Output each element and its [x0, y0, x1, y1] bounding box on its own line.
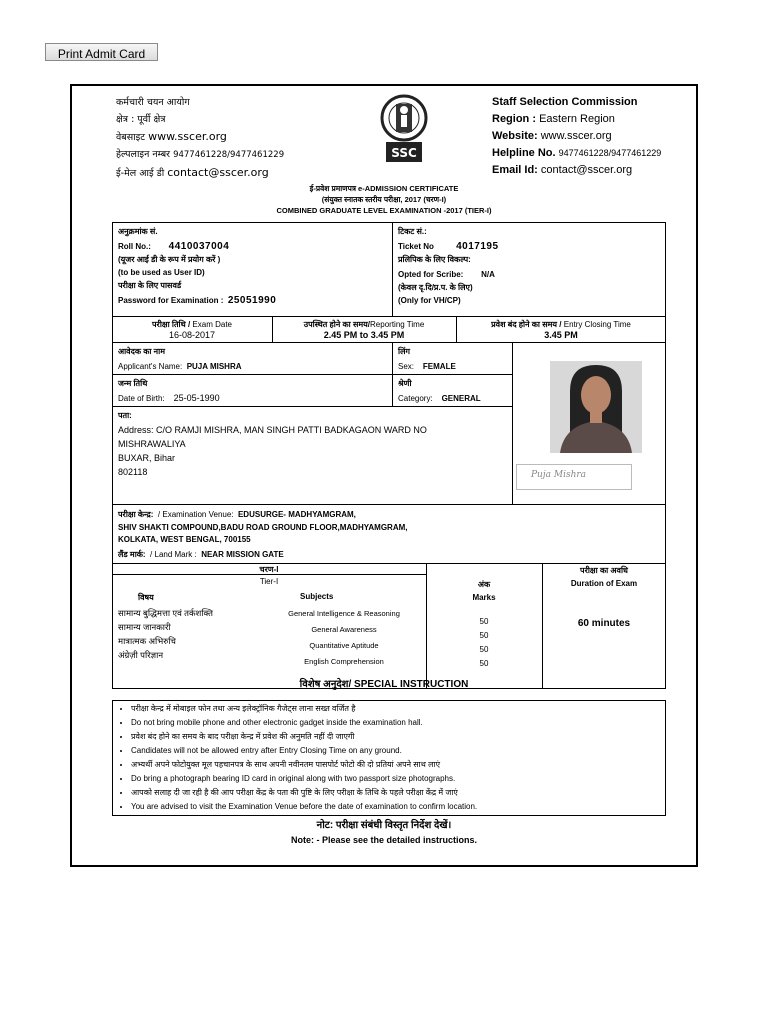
- instructions-box: [112, 700, 666, 816]
- subjects-list: [262, 606, 426, 670]
- region-hindi: क्षेत्र : पूर्वी क्षेत्र: [116, 114, 166, 125]
- logo-text: SSC: [391, 146, 417, 160]
- website-row-hindi: वेबसाइट www.sscer.org: [116, 130, 227, 143]
- subject-head-hindi: विषय: [138, 593, 154, 602]
- roll-row: Roll No.: 4410037004: [118, 241, 230, 252]
- instruction-item: • You are advised to visit the Examination Venue before the date of examination to confirm location.: [131, 800, 665, 814]
- venue-line-2: SHIV SHAKTI COMPOUND,BADU ROAD GROUND FLOOR,MADHYAMGRAM,: [118, 522, 408, 532]
- instruction-item: • परीक्षा केन्द्र में मोबाइल फोन तथा अन्य इलेक्ट्रॉनिक गैजेट्स लाना सख्त वर्जित है: [131, 702, 665, 716]
- duration-head: परीक्षा का अवधि Duration of Exam: [570, 566, 638, 588]
- note-hindi: नोट: परीक्षा संबंधी विस्तृत निर्देश देखें।: [316, 820, 452, 831]
- vh-note: (Only for VH/CP): [398, 296, 461, 305]
- subject-row: General Intelligence & Reasoning: [288, 609, 400, 618]
- exam-date-cell: परीक्षा तिथि / Exam Date 16-08-2017: [112, 319, 272, 341]
- landmark-value: NEAR MISSION GATE: [201, 549, 284, 559]
- dob-cell: जन्म तिथि Date of Birth: 25-05-1990: [118, 379, 220, 403]
- signature-box: [516, 464, 632, 490]
- roll-block: [118, 225, 276, 307]
- vh-note-hindi: (केवल दृ.दि/प्र.प. के लिए): [398, 283, 473, 292]
- subject-head: Subjects: [300, 592, 334, 601]
- roll-note: (to be used as User ID): [118, 268, 205, 277]
- applicant-name-cell: आवेदक का नाम Applicant's Name: PUJA MISHRA: [118, 347, 242, 371]
- subject-row: Quantitative Aptitude: [309, 641, 379, 650]
- password-row: Password for Examination : 25051990: [118, 295, 277, 306]
- instruction-item: • प्रवेश बंद होने का समय के बाद परीक्षा केन्द्र में प्रवेश की अनुमति नहीं दी जाएगी: [131, 730, 665, 744]
- password-label-hindi: परीक्षा के लिए पासवर्ड: [118, 281, 182, 290]
- roll-label-hindi: अनुक्रमांक सं.: [118, 227, 158, 236]
- note-block: [72, 818, 696, 848]
- dob-value: 25-05-1990: [173, 393, 220, 403]
- ticket-label-hindi: टिकट सं.:: [398, 227, 427, 236]
- sex-cell: लिंग Sex: FEMALE: [398, 347, 456, 371]
- email-row: Email Id: contact@sscer.org: [492, 164, 633, 176]
- address-line-4: 802118: [118, 467, 148, 477]
- venue-name: EDUSURGE- MADHYAMGRAM,: [237, 510, 356, 519]
- ssc-emblem-icon: [372, 94, 436, 166]
- ticket-row: Ticket No 4017195: [398, 241, 499, 252]
- subject-row: English Comprehension: [304, 657, 384, 666]
- category-value: GENERAL: [441, 394, 481, 403]
- scribe-label-hindi: प्रलिपिक के लिए विकल्प:: [398, 255, 471, 264]
- certificate-title-line-3: COMBINED GRADUATE LEVEL EXAMINATION -2017 (TIER-I): [276, 206, 492, 215]
- scribe-row: Opted for Scribe: N/A: [398, 270, 495, 279]
- certificate-title-line-2: (संयुक्त स्नातक स्तरीय परीक्षा, 2017 (चरण-I): [321, 195, 447, 204]
- roll-number: 4410037004: [168, 241, 230, 252]
- email-row-hindi: ई-मेल आई डी contact@sscer.org: [116, 166, 269, 179]
- category-cell: श्रेणी Category: GENERAL: [398, 379, 481, 403]
- instruction-item: • अभ्यर्थी अपने फोटोयुक्त मूल पहचानपत्र के साथ अपनी नवीनतम पासपोर्ट फोटो की दो प्रतियां अपने साथ लाएं: [131, 758, 665, 772]
- commission-hindi: कर्मचारी चयन आयोग: [116, 97, 190, 108]
- instruction-item: • Candidates will not be allowed entry after Entry Closing Time on any ground.: [131, 744, 665, 758]
- duration-value: 60 minutes: [577, 618, 631, 629]
- instruction-item: • Do not bring mobile phone and other electronic gadget inside the examination hall.: [131, 716, 665, 730]
- website-row: Website: www.sscer.org: [492, 130, 612, 142]
- reporting-time-value: 2.45 PM to 3.45 PM: [323, 330, 405, 340]
- special-instruction-title: विशेष अनुदेश/ SPECIAL INSTRUCTION: [299, 679, 469, 690]
- address-cell: पता: Address: C/O RAMJI MISHRA, MAN SINGH PATTI BADKAGAON WARD NO MISHRAWALIYA BUXAR, Bihar 802118: [118, 411, 427, 477]
- marks-head: अंक Marks: [472, 580, 496, 602]
- subjects-hindi-list: सामान्य बुद्धिमत्ता एवं तर्कशक्ति सामान्य जानकारी मात्रात्मक अभिरुचि अंग्रेज़ी परिज्ञान: [118, 608, 213, 660]
- certificate-title: [72, 183, 696, 216]
- instruction-item: • आपको सलाह दी जा रही है की आप परीक्षा केंद्र के पता की पुष्टि के लिए परीक्षा के तिथि के पहले परीक्षा केंद्र में जाएं: [131, 786, 665, 800]
- exam-date-value: 16-08-2017: [168, 330, 216, 340]
- subject-row: General Awareness: [311, 625, 377, 634]
- address-line-3: BUXAR, Bihar: [118, 453, 176, 463]
- ticket-block: [398, 225, 499, 307]
- header-left: [116, 94, 284, 182]
- reporting-time-cell: उपस्थित होने का समय/Reporting Time 2.45 PM to 3.45 PM: [272, 319, 456, 341]
- venue-line-3: KOLKATA, WEST BENGAL, 700155: [118, 535, 251, 544]
- entry-closing-cell: प्रवेश बंद होने का समय / Entry Closing Time 3.45 PM: [456, 319, 666, 341]
- certificate-title-line-1: ई-प्रवेश प्रमाणपत्र e-ADMISSION CERTIFICATE: [309, 184, 459, 193]
- ticket-number: 4017195: [456, 241, 499, 252]
- print-admit-card-button[interactable]: Print Admit Card: [45, 43, 158, 61]
- address-line-2: MISHRAWALIYA: [118, 439, 186, 449]
- admit-card: [70, 84, 698, 867]
- venue-cell: परीक्षा केन्द्र: / Examination Venue: EDUSURGE- MADHYAMGRAM, SHIV SHAKTI COMPOUND,BADU ROAD GROUND FLOOR,MADHYAMGRAM, KOLKATA, WEST BENGAL, 700155 लैंड मार्क: / Land Mark : NEAR MISSION GATE: [118, 510, 408, 559]
- note-english: Note: - Please see the detailed instructions.: [290, 835, 478, 845]
- password-value: 25051990: [227, 295, 277, 306]
- helpline-row-hindi: हेल्पलाइन नम्बर 9477461228/9477461229: [116, 149, 285, 160]
- marks-list: 50 50 50 50: [479, 617, 489, 668]
- sex-value: FEMALE: [422, 362, 456, 371]
- scribe-value: N/A: [481, 270, 495, 279]
- commission-name: Staff Selection Commission: [492, 96, 638, 108]
- entry-closing-value: 3.45 PM: [544, 330, 578, 340]
- header-right: [492, 94, 661, 179]
- region-row: Region : Eastern Region: [492, 113, 615, 125]
- roll-note-hindi: (यूजर आई डी के रूप में प्रयोग करें ): [118, 255, 221, 264]
- candidate-photo: [550, 361, 642, 453]
- helpline-row: Helpline No. 9477461228/9477461229: [492, 147, 662, 159]
- instruction-item: • Do bring a photograph bearing ID card in original along with two passport size photographs.: [131, 772, 665, 786]
- applicant-name-value: PUJA MISHRA: [186, 362, 242, 371]
- candidate-signature: Puja Mishra: [531, 470, 587, 480]
- address-line-1: Address: C/O RAMJI MISHRA, MAN SINGH PATTI BADKAGAON WARD NO: [118, 425, 427, 435]
- tier-hindi: चरण-I: [259, 565, 279, 574]
- tier-label: Tier-I: [259, 577, 279, 586]
